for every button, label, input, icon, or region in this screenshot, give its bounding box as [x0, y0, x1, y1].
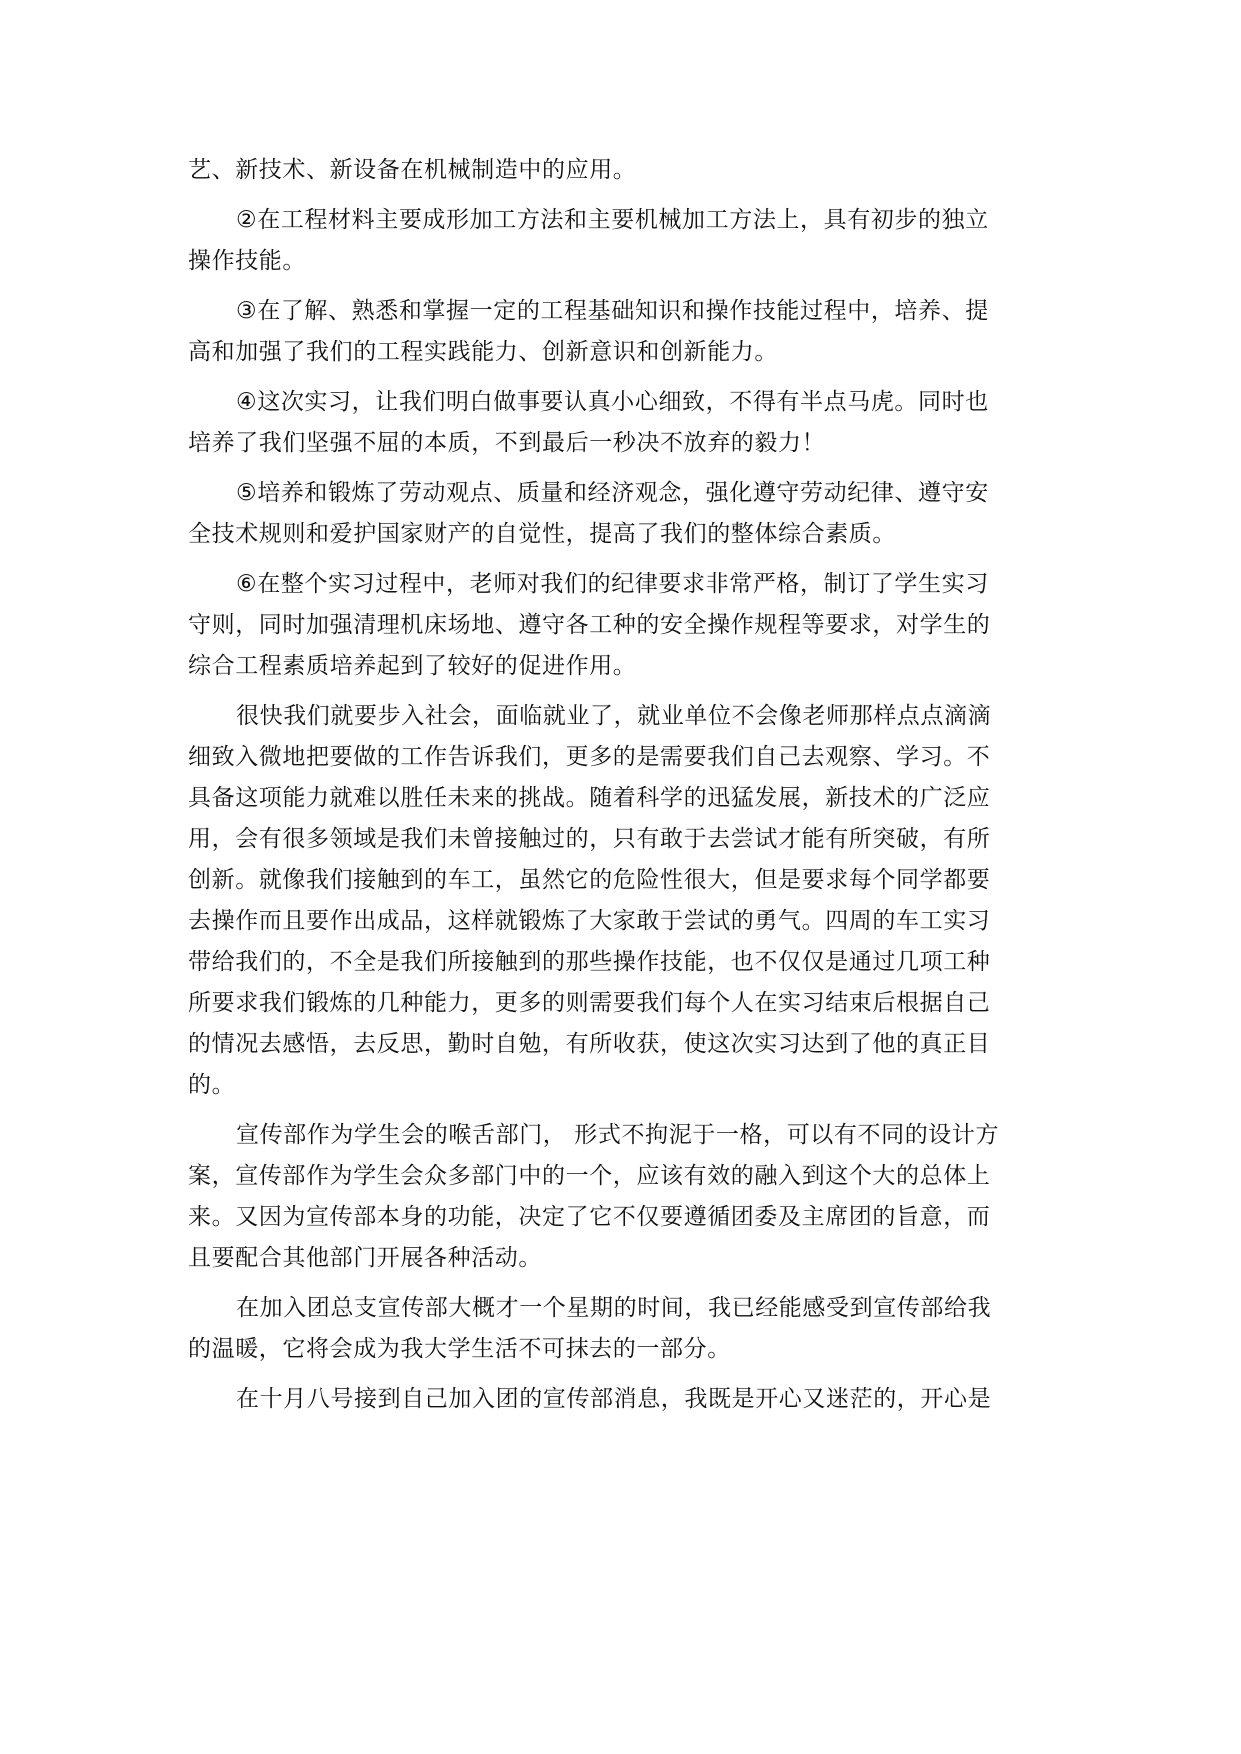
paragraph	[188, 1379, 1058, 1420]
document-body	[188, 150, 1058, 1429]
text-line: 具备这项能力就难以胜任未来的挑战。随着科学的迅猛发展，新技术的广泛应	[188, 785, 991, 811]
text-line: 很快我们就要步入社会，面临就业了，就业单位不会像老师那样点点滴滴	[236, 703, 992, 729]
paragraph	[188, 564, 1058, 687]
text-line: 创新。就像我们接触到的车工，虽然它的危险性很大，但是要求每个同学都要	[188, 867, 991, 893]
text-line: 细致入微地把要做的工作告诉我们，更多的是需要我们自己去观察、学习。不	[188, 744, 991, 770]
paragraph	[188, 696, 1058, 1106]
text-line: ⑤培养和锻炼了劳动观点、质量和经济观念，强化遵守劳动纪律、遵守安	[236, 480, 989, 506]
text-line: 用，会有很多领域是我们未曾接触过的，只有敢于去尝试才能有所突破，有所	[188, 826, 991, 852]
text-line: 的温暖，它将会成为我大学生活不可抹去的一部分。	[188, 1336, 731, 1362]
paragraph	[188, 291, 1058, 373]
paragraph	[188, 150, 1058, 191]
paragraph	[188, 1288, 1058, 1370]
text-line: 的情况去感悟，去反思，勤时自勉，有所收获，使这次实习达到了他的真正目	[188, 1031, 991, 1057]
text-line: 宣传部作为学生会的喉舌部门， 形式不拘泥于一格，可以有不同的设计方	[236, 1122, 1000, 1148]
text-line: 来。又因为宣传部本身的功能，决定了它不仅要遵循团委及主席团的旨意，而	[188, 1204, 991, 1230]
text-line: 的。	[188, 1072, 236, 1098]
text-line: 全技术规则和爱护国家财产的自觉性，提高了我们的整体综合素质。	[188, 521, 896, 547]
text-line: 去操作而且要作出成品，这样就锻炼了大家敢于尝试的勇气。四周的车工实习	[188, 908, 991, 934]
text-line: 所要求我们锻炼的几种能力，更多的则需要我们每个人在实习结束后根据自己	[188, 990, 991, 1016]
text-line: 艺、新技术、新设备在机械制造中的应用。	[188, 157, 637, 183]
text-line: 在十月八号接到自己加入团的宣传部消息，我既是开心又迷茫的，开心是	[236, 1386, 992, 1412]
paragraph	[188, 1115, 1058, 1279]
paragraph	[188, 382, 1058, 464]
text-line: ②在工程材料主要成形加工方法和主要机械加工方法上，具有初步的独立	[236, 207, 989, 233]
paragraph	[188, 200, 1058, 282]
text-line: 高和加强了我们的工程实践能力、创新意识和创新能力。	[188, 339, 778, 365]
text-line: 在加入团总支宣传部大概才一个星期的时间，我已经能感受到宣传部给我	[236, 1295, 992, 1321]
text-line: 操作技能。	[188, 248, 306, 274]
text-line: 带给我们的，不全是我们所接触到的那些操作技能，也不仅仅是通过几项工种	[188, 949, 991, 975]
text-line: 且要配合其他部门开展各种活动。	[188, 1245, 542, 1271]
text-line: 守则，同时加强清理机床场地、遵守各工种的安全操作规程等要求，对学生的	[188, 612, 991, 638]
text-line: 培养了我们坚强不屈的本质，不到最后一秒决不放弃的毅力！	[188, 430, 826, 456]
paragraph	[188, 473, 1058, 555]
text-line: 案，宣传部作为学生会众多部门中的一个，应该有效的融入到这个大的总体上	[188, 1163, 991, 1189]
text-line: ③在了解、熟悉和掌握一定的工程基础知识和操作技能过程中，培养、提	[236, 298, 989, 324]
text-line: ④这次实习，让我们明白做事要认真小心细致，不得有半点马虎。同时也	[236, 389, 989, 415]
text-line: ⑥在整个实习过程中，老师对我们的纪律要求非常严格，制订了学生实习	[236, 571, 989, 597]
text-line: 综合工程素质培养起到了较好的促进作用。	[188, 653, 637, 679]
